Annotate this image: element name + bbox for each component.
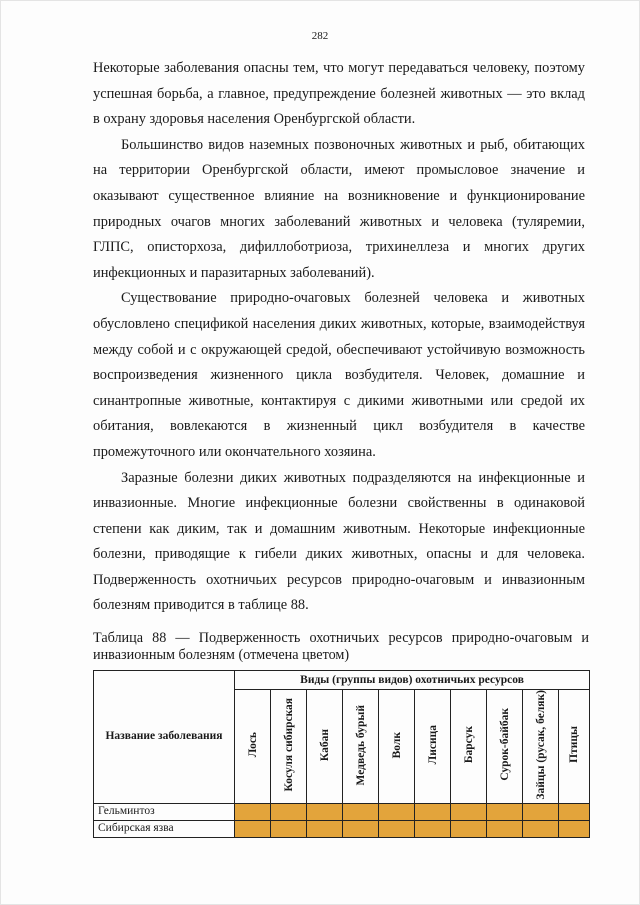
table-cell [307,820,343,837]
table-cell [487,803,523,820]
column-header [379,690,415,804]
body-text [93,56,585,619]
column-header [271,690,307,804]
table-cell [559,803,590,820]
table-cell [235,820,271,837]
table-cell [271,803,307,820]
name-header: Название заболевания [94,671,235,804]
column-header [487,690,523,804]
column-header [451,690,487,804]
table-cell [415,803,451,820]
table-cell [343,820,379,837]
column-label: Лисица [426,725,439,765]
page-number: 282 [311,30,329,42]
table-cell [415,820,451,837]
table-cell [379,820,415,837]
column-label: Птицы [568,726,581,764]
column-header [235,690,271,804]
column-label: Лось [246,732,259,758]
table-cell [451,820,487,837]
row-name: Сибирская язва [94,820,235,837]
column-label: Барсук [462,726,475,764]
table-cell [523,820,559,837]
table-caption: Таблица 88 — Подверженность охотничьих ресурсов природно-очаговым и инвазионным болезням (отмечена цветом) [93,630,589,663]
paragraph-4: Заразные болезни диких животных подразделяются на инфекционные и инвазионные. Многие инфекционные болезни свойственны в одинаковой степени как диким, так и домашним животным. Некоторые инфекционные болезни, приводящие к гибели диких животных, опасны и для человека. Подверженность охотничьих ресурсов природно-очаговым и инвазионным болезням приводится в таблице 88. [93,469,585,614]
disease-table [93,670,590,838]
column-header [343,690,379,804]
table-row [94,803,590,820]
table-cell [343,803,379,820]
paragraph-1: Некоторые заболевания опасны тем, что могут передаваться человеку, поэтому успешная борьба, а главное, предупреждение болезней животных — это вклад в охрану здоровья населения Оренбургской области. [93,60,585,128]
paragraph-2: Большинство видов наземных позвоночных животных и рыб, обитающих на территории Оренбургской области, имеют промысловое значение и оказывают существенное влияние на возникновение и функционирование природных очагов многих заболеваний животных и человека (туляремии, ГЛПС, описторхоза, дифиллоботриоза, трихинеллеза и многих других инфекционных и паразитарных заболеваний). [93,136,585,281]
column-label: Медведь бурый [354,704,367,786]
column-header [559,690,590,804]
table-cell [307,803,343,820]
group-header: Виды (группы видов) охотничьих ресурсов [235,671,590,690]
column-label: Волк [390,731,403,758]
table-cell [379,803,415,820]
column-label: Сурок-байбак [498,708,511,782]
column-header [523,690,559,804]
column-header [307,690,343,804]
table-cell [523,803,559,820]
table-row [94,820,590,837]
paragraph-3: Существование природно-очаговых болезней человека и животных обусловлено спецификой населения диких животных, которые, взаимодействуя между собой и с окружающей средой, обеспечивают устойчивую возможность воспроизведения жизненного цикла возбудителя. Человек, домашние и синантропные животные, контактируя с дикими животными или средой их обитания, вовлекаются в жизненный цикл возбудителя в качестве промежуточного или окончательного хозяина. [93,290,585,460]
table-cell [559,820,590,837]
column-label: Зайцы (русак, беляк) [534,690,547,800]
column-label: Кабан [318,728,331,761]
column-label: Косуля сибирская [282,698,295,792]
table-cell [487,820,523,837]
table-cell [235,803,271,820]
column-header [415,690,451,804]
table-cell [271,820,307,837]
table-cell [451,803,487,820]
row-name: Гельминтоз [94,803,235,820]
